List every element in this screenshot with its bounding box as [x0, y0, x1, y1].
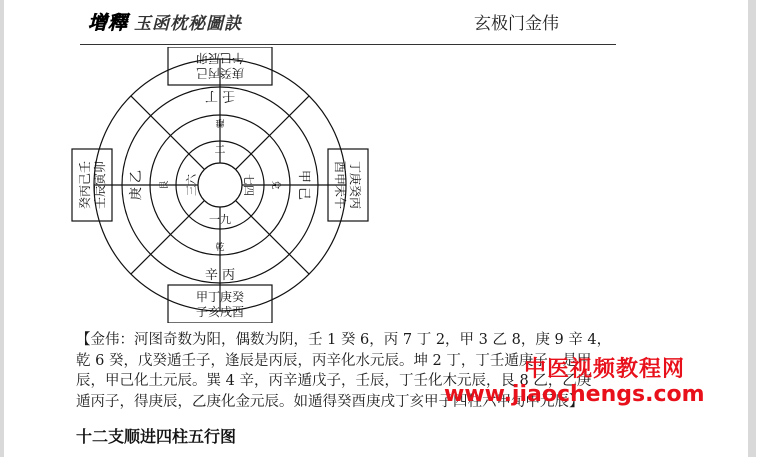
commentary-line: 辰，甲己化土元辰。巽 4 辛，丙辛遁戊子，壬辰，丁壬化木元辰，艮 8 乙，乙庚 [76, 373, 592, 389]
inner-north: 二 [214, 143, 226, 156]
outer-north-line2: 午巳辰卯 [195, 51, 245, 65]
commentary-line: 遁丙子，得庚辰，乙庚化金元辰。如遁得癸酉庚戌丁亥甲子四柱六甲旬中元辰】 [76, 393, 584, 410]
page-edge-left [0, 0, 4, 457]
trigram-east: 兌 [270, 180, 280, 190]
inner-south: 一九 [209, 213, 231, 226]
circular-diagram [70, 47, 370, 323]
outer-south-line1: 甲丁庚癸 [195, 290, 245, 304]
outer-south-line2: 子亥戌酉 [195, 305, 245, 319]
trigram-south: 乾 [215, 243, 225, 253]
trigram-north: 離 [215, 117, 225, 127]
outer-north-line1: 庚癸丙己 [195, 66, 245, 80]
outer-west-line1: 癸丙己壬 [78, 160, 92, 210]
stems-south: 辛 丙 [204, 268, 236, 283]
header-rule [80, 44, 616, 45]
author-label: 玄极门金伟 [474, 14, 559, 34]
stems-east: 甲 己 [296, 169, 311, 201]
section-title: 十二支顺进四柱五行图 [76, 427, 237, 446]
watermark-url: www.jiaochengs.com [444, 382, 705, 407]
book-logo [88, 6, 242, 36]
outer-west-line2: 壬辰寅卯 [93, 160, 107, 210]
center-circle [198, 163, 242, 207]
outer-east-line1: 丁庚癸丙 [348, 160, 362, 210]
commentary-line: 【金伟：河图奇数为阳，偶数为阴，壬 1 癸 6，丙 7 丁 2，甲 3 乙 8，庚 9 辛 4， [76, 332, 612, 348]
stems-west: 庚 乙 [129, 169, 144, 201]
trigram-west: 艮 [160, 180, 170, 190]
stems-north: 壬 丁 [204, 88, 236, 103]
logo-mark: 增釋 [88, 11, 129, 34]
inner-west: 三六 [185, 174, 198, 196]
watermark-site-name: 中医视频教程网 [524, 357, 686, 382]
outer-east-line2: 酉申未午 [333, 160, 347, 210]
logo-subtitle: 玉函枕秘圖訣 [134, 13, 243, 34]
commentary-line: 乾 6 癸，戊癸遁壬子，逢辰是丙辰，丙辛化水元辰。坤 2 丁，丁壬遁庚子，是甲 [76, 352, 592, 369]
page-scrollbar[interactable] [748, 0, 756, 457]
inner-east: 七四 [242, 174, 255, 196]
